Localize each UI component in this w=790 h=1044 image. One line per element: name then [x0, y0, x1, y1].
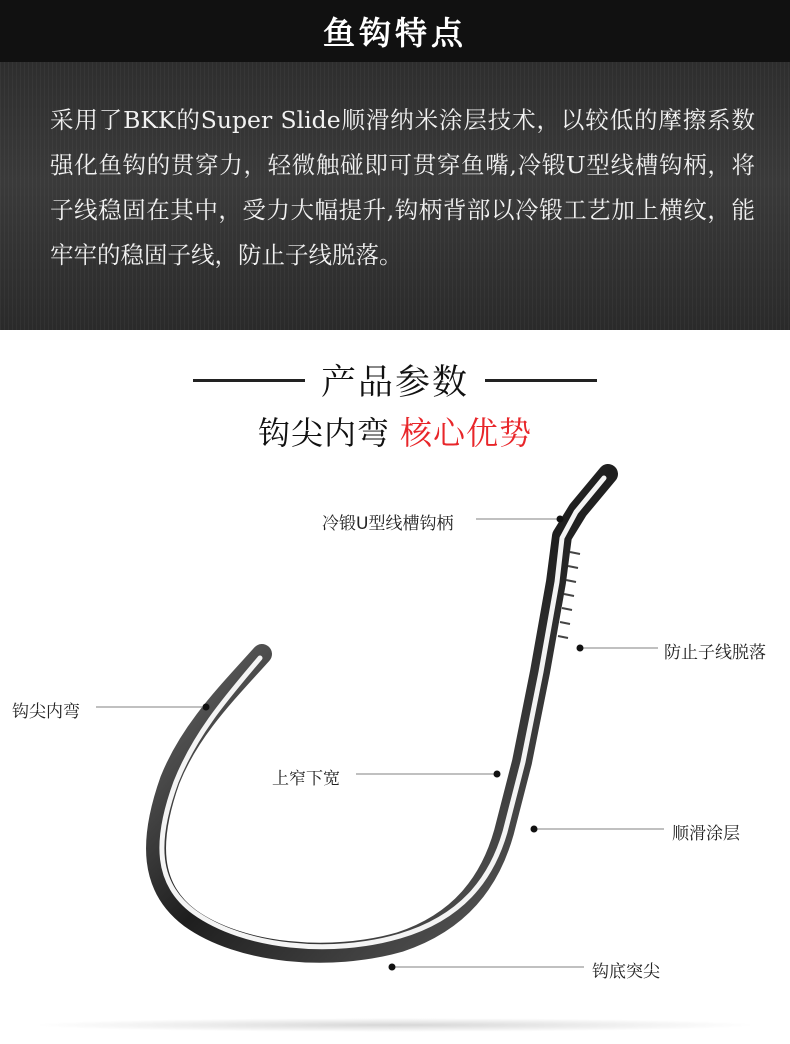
callout-dot-bend [389, 964, 396, 971]
params-heading [0, 352, 790, 408]
subtitle-highlight: 核心优势 [400, 414, 533, 452]
callout-label-bend: 钩底突尖 [592, 962, 660, 982]
bottom-shadow [30, 1018, 760, 1032]
subtitle-text: 钩尖内弯 [257, 414, 390, 452]
heading-rule-right [485, 379, 597, 382]
heading-rule-left [193, 379, 305, 382]
description-text: 采用了BKK的Super Slide顺滑纳米涂层技术，以较低的摩擦系数强化鱼钩的贯穿力，轻微触碰即可贯穿鱼嘴,冷锻U型线槽钩柄，将子线稳固在其中，受力大幅提升,钩柄背部以冷锻工艺加上横纹，能牢牢的稳固子线，防止子线脱落。 [50, 106, 755, 269]
callout-label-taper: 上窄下宽 [272, 769, 340, 789]
callout-label-anti-slip: 防止子线脱落 [664, 643, 766, 663]
header-title: 鱼钩特点 [322, 14, 467, 52]
description-panel [0, 62, 790, 330]
hook-diagram [0, 462, 790, 1022]
callout-dot-shank [557, 516, 564, 523]
params-subheading [0, 408, 790, 460]
callout-dot-anti-slip [577, 645, 584, 652]
callout-label-shank: 冷锻U型线槽钩柄 [322, 514, 454, 534]
callout-dot-taper [494, 771, 501, 778]
hook-body-shape [156, 474, 608, 953]
callout-label-coating: 顺滑涂层 [672, 824, 740, 844]
callout-dot-point [203, 704, 210, 711]
header-band [0, 0, 790, 62]
hook-illustration [0, 462, 790, 1022]
callout-dot-coating [531, 826, 538, 833]
params-title: 产品参数 [320, 363, 469, 403]
callout-label-point: 钩尖内弯 [12, 702, 80, 722]
